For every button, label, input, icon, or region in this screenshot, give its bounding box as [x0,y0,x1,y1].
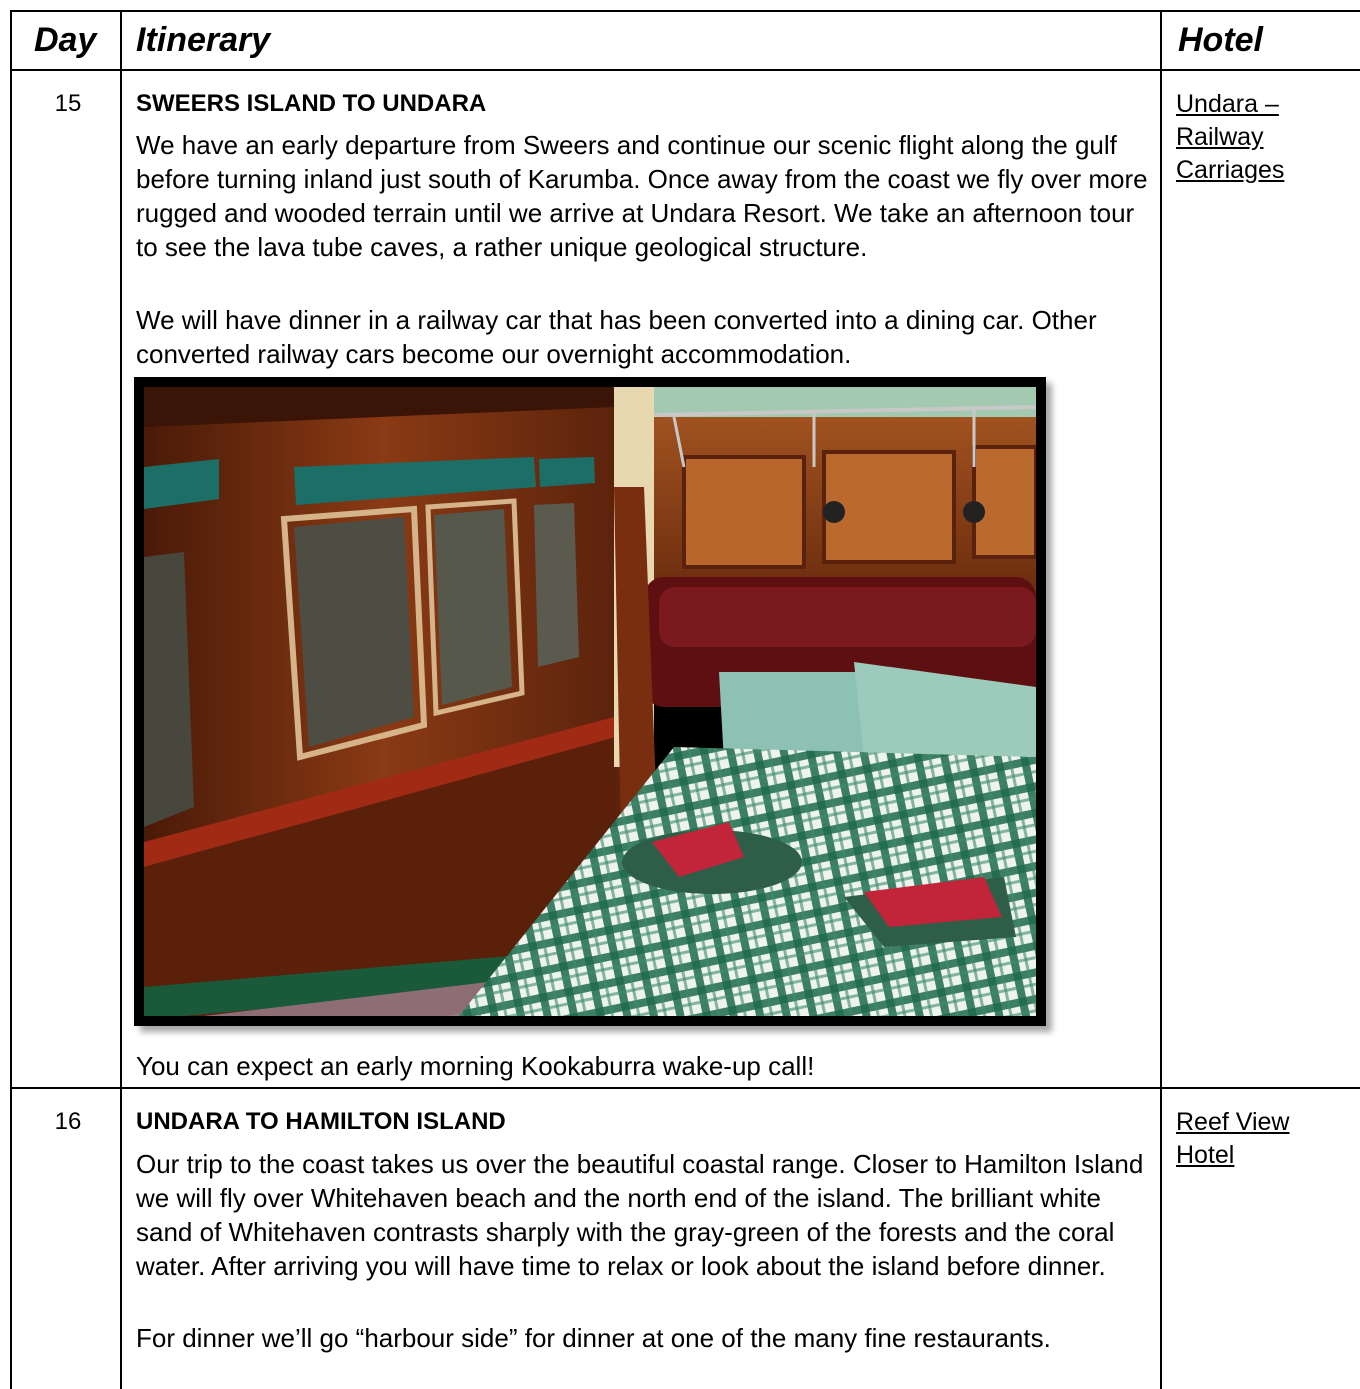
header-itinerary: Itinerary [136,21,271,59]
hotel-link[interactable]: Undara – Railway Carriages [1176,90,1285,184]
row-divider [10,1087,1360,1089]
day-title: UNDARA TO HAMILTON ISLAND [136,1108,506,1135]
header-bottom-border [10,69,1360,71]
table-top-border [10,10,1360,12]
table-left-border [10,10,12,1389]
day-number: 15 [54,90,82,117]
itinerary-paragraph: We have an early departure from Sweers and continue our scenic flight along the gulf before turning inland just south of Karumba. Once away from the coast we fly over more rugged and wooded terrain until we arrive at Undara Resort. We take an afternoon tour to see the lava tube caves, a rather unique geological structure. [136,130,1148,262]
itinerary-paragraph: You can expect an early morning Kookaburra wake-up call! [136,1051,815,1081]
header-day: Day [34,21,97,59]
day-number: 16 [54,1108,82,1135]
itinerary-paragraph: We will have dinner in a railway car that has been converted into a dining car. Other converted railway cars become our overnight accommodation. [136,305,1097,369]
railway-carriage-photo [134,377,1046,1026]
column-divider-day [120,10,122,1389]
column-divider-hotel [1160,10,1162,1389]
itinerary-paragraph: For dinner we’ll go “harbour side” for dinner at one of the many fine restaurants. [136,1323,1051,1353]
bedroom-photo-illustration [144,387,1036,1016]
hotel-link[interactable]: Reef View Hotel [1176,1108,1290,1169]
header-hotel: Hotel [1178,21,1263,59]
itinerary-paragraph: Our trip to the coast takes us over the beautiful coastal range. Closer to Hamilton Island we will fly over Whitehaven beach and the north end of the island. The brilliant white sand of Whitehaven contrasts sharply with the gray-green of the forests and the coral water. After arriving you will have time to relax or look about the island before dinner. [136,1149,1144,1281]
day-title: SWEERS ISLAND TO UNDARA [136,90,487,117]
